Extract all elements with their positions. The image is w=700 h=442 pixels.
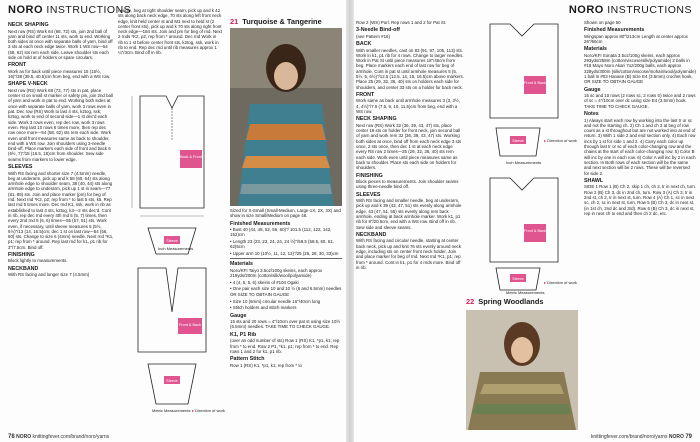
gauge-text: 15 sts and 20 rows = 4"/10cm over pat st using size 10½ (6.5mm) needles. TAKE TIME TO CHECK GAUGE. <box>230 319 341 330</box>
section-text: With RS facing and circular needle, starting at center back neck, pick up and knit 76 sts evenly around neck edge, including sts on center front neck holder. Join and place marker for beg of rnd. Next rnd *K1, p1; rep from * around. Cont in k1, p1 for 4 rnds more. Bind off in rib. <box>356 238 461 270</box>
section-text: Next row (RS) Work 64 (68, 72) sts, join 2nd ball of yarn and bind off center 11 sts, work to end. Working both sides at once with separate balls of yarn, bind off 3 sts at each neck edge twice. Work 1 WS row—54 (58, 62) sts rem each side. Leave shoulder sts each side on hold at of holders or spare circulars. <box>8 28 113 60</box>
footer-url: knittingfever.com/brand/noro/yarns <box>32 434 110 440</box>
materials-item: • Stitch holders and stitch markers <box>230 305 297 311</box>
schematic-metric <box>118 262 226 428</box>
direction-of-work: ▸ Direction of work <box>544 138 577 143</box>
section-text: 15 sc and 10 rows (2 rows sc, 2 rows tr) twice and 2 rows of sc = 4"/10cm over dc using size E4 (3.5mm) hook. TAKE TIME TO CHECK GAUGE. <box>584 93 696 109</box>
left-footer <box>8 434 109 440</box>
header-word: INSTRUCTIONS <box>46 4 132 16</box>
section-text: SIDE 1 Row 1 (B) Ch 2, skip 1 ch, ch 2, tr in next ch, turn. Row 2 (B) Ch 3, dc in 2nd ch, turn. Row 3 (A) Ch 3, tr in 2nd st, ch 2, tr in next st, turn. Row 4 (A) Ch 1, sc in next sc, ch 2, sc in next st, turn. Row 5 (B) Ch 3, dc in next st, (in 1st ch, 2nd dc and 3rd). Row 6 (B) Ch 3, dc in next st, rep in next ch to end and then ch 2 dc, etc. <box>584 184 696 216</box>
left-col-3 <box>230 18 342 430</box>
materials-item-text: One pair each size 10 and 10 ½ (6 and 6.5mm) needles OR SIZE TO OBTAIN GAUGE <box>230 286 342 297</box>
schematic-metric-right <box>466 172 580 296</box>
left-col-1 <box>8 20 114 428</box>
inch-measurements-caption: Inch Measurements <box>158 246 194 251</box>
materials-item: • Size 10 (6mm) circular needle 16"/40cm long <box>230 298 321 304</box>
section-heading: FINISHING <box>8 251 35 258</box>
section-text: Block lightly to measurements. <box>8 258 68 264</box>
section <box>8 22 114 60</box>
section-heading: Materials <box>584 46 607 53</box>
section <box>8 81 114 162</box>
schematic-inch-svg <box>118 88 226 258</box>
pattern-stitch-text: Row 1 (RS) K1, *p1, k1; rep from * to <box>230 362 302 368</box>
schematic-metric-svg <box>118 262 226 428</box>
header-brand: NORO <box>568 4 604 16</box>
page-number: 78 <box>8 434 15 440</box>
section-text: Wingspan approx 80"/213cm Length at center approx 26"/66cm <box>584 33 688 45</box>
pattern-photo-wrap <box>230 28 342 206</box>
front-back-label: Front & Back <box>524 229 546 233</box>
header-brand: NORO <box>8 4 43 16</box>
direction-of-work-label: Direction of work <box>547 280 577 285</box>
section-text: With RS facing and smaller needle, beg at underarm, pick up and k 39 (43, 47, 51) sts evenly along armhole edge, 43 (47, 51, 55) sts evenly along rem back armhole, ending at back armhole marker. Work k1, p1 rib for 8"/20.5cm, end with a WS row. Bind off in rib. Sew side and sleeve seams. <box>356 198 462 230</box>
right-col-3 <box>584 20 696 428</box>
front-back-label: Front & Back <box>179 323 201 327</box>
back-front-label: Back & Front <box>180 155 202 159</box>
section-text: Next row (RS) Work 32 (36, 39, 43, 47) sts, place center 19 sts on holder for front neck, join second ball of yarn and work rem 32 (36, 39, 43, 47) sts. Working both sides at once, bind off from each neck edge 3 sts once, 2 sts once, then dec 1 st at each neck edge every RS row 2 times—25 (29, 32, 36, 40) sts rem each side. Work even until piece measures same as back to shoulder. Place sts each side on holders for shoulders. <box>356 122 462 171</box>
section-heading: NECK SHAPING <box>8 22 49 28</box>
direction-of-work: ▸ Direction of work <box>544 280 577 285</box>
sleeve-label: Sleeve <box>512 277 524 281</box>
finished-item-text: Upper arm 10 (10½, 11, 12, 13)"/25 (25, 28, 30, 33)cm <box>232 251 339 257</box>
section-text: Shown on page 50 <box>584 20 621 25</box>
section-heading: FRONT <box>8 62 27 69</box>
pattern-photo <box>230 28 342 206</box>
section-text: Next row (RS) Work 69 (73, 77) sts in pat, place center st on small st marker or safety pin, join 2nd ball of yarn and work in pat to end. Working both sides at once with separate balls of yarn, work 3 rows even in pat. Dec row (RS) Work to last 4 sts, k2tog, ssk; k2tog, work to end of second side—1 st dec'd each side. Work 3 rows even, rep dec row, work 3 rows even. Rep last 10 rows 6 times more, then rep dec row once more—54 (58, 62) sts rem each side. Work even until front measures same as back to shoulder, end with a WS row. Join shoulders using 3-needle bind-off. Place markers each side of front and back 6 (6½, 7)"/15 (16.5, 18)cm from shoulder. Sew side seams from markers to lower edge. <box>8 87 113 162</box>
metric-measurements-caption: Metric Measurements <box>152 408 191 413</box>
front-back-label: Front & Back <box>524 81 546 85</box>
materials-item-text: 4 (4, 5, 5, 6) skeins of #104 Ogaki <box>232 279 299 285</box>
section-text: needle, beg at right shoulder seam, pick up and k 42 sts along back neck edge, 70 sts along left front neck edge, knit held center st and M1 next to held st (2 center front sts), pick up and k 70 sts along right front neck edge—184 sts. Join and pm for beg of rnd. Next 2 rnds *K2, p2; rep from * around. Dec rnd Work in rib to 1 st before center front sts, k2tog, ssk, work in rib to end. Rep dec rnd until rib measures approx 1 ¼"/3cm. Bind off in rib. <box>118 8 222 56</box>
section-text: Noro/KFI Sonata 3.5oz/100g skeins, each approx 293yds/258m (cotton/viscose/silk/polyamide) 2 balls in #18 Mayo Noro Akari 7oz/200g balls, each approx 328yds/300m (silk/cotton/viscose/mohair/wool/polyamide) 1 ball in #03 Hanase (B) Size E4 (3.5mm) crochet hook, OR SIZE TO OBTAIN GAUGE <box>584 52 696 85</box>
section-text: With RS facing and shorter size 7 (4.5mm) needle, beg at underarm, pick up and k 58 (60, 64) sts along armhole edge to shoulder seam, 38 (40, 44) sts along armhole edge to underarm, pick up 1 st in seam—77 (81, 89) sts. Join and place marker (pm) for beg of rnd. Next rnd *K2, p2; rep from * to last 5 sts, k5. Rep last rnd 5 times more. Dec rnd K1, ssk, work in rib as established to last 4 sts, k2tog, k3—2 sts dec'd. Cont in rib, rep dec rnd every 4th rnd 5 (5, 7) times, then every 2nd rnd 5 (6, 6) times—55 (57, 61) sts. Work even, if necessary, until sleeve measures 5 (5½, 6½)"/13 (14, 16.5)cm; dec 1 st on last row—54 (56, 60) sts. Change to size 6 (4mm) needle. Next rnd *K1, p1; rep from * around. Rep last rnd for k1, p1 rib for 3"/7.5cm. Bind off. <box>8 170 114 250</box>
section <box>356 192 464 230</box>
left-page-header <box>8 4 131 16</box>
footer-brand: NORO <box>668 434 684 440</box>
finished-measurements-heading: Finished Measurements <box>230 220 291 227</box>
finished-item: • Upper arm 10 (10½, 11, 12, 13)"/25 (25, 28, 30, 33)cm <box>230 251 339 257</box>
pattern-number: 21 <box>230 18 239 26</box>
section <box>356 27 464 39</box>
section-heading: FINISHING <box>356 172 383 179</box>
direction-of-work: ▸ Direction of work <box>192 408 225 413</box>
metric-measurements-caption: Metric Measurements <box>506 290 545 295</box>
sleeve-label: Sleeve <box>512 139 524 143</box>
section-text: Row 2 (WS) Purl. Rep rows 1 and 2 for Pat St. <box>356 20 447 25</box>
sleeve-label: Sleeve <box>166 239 178 243</box>
section-heading: BACK <box>356 41 372 48</box>
rib-text: (over an odd number of sts) Row 1 (RS) K1, *p1, k1; rep from * to end. Row 2 P1, *k1, p1; rep from * to end. Rep rows 1 and 2 for k1, p1 rib. <box>230 338 340 354</box>
section-heading: SLEEVES <box>8 164 33 171</box>
section <box>8 266 114 278</box>
section-text: 1) Always start each row by working into the last tr or sc and not the starting ch. 2) Ch 1 and ch 3 at beg of row count as a st throughout but are not worked into at end of return. 3) With 1 side 2 and end section only. 4) Each row incs by 1 st for side 1 and 2. 4) Carry each color up through last tr or sc of each color-changing row and the chains at the start of each color-changing row. 5) Color B will inc by one in each row. 6) Color A will inc by 2 in each section. In Both rows of each section will be the same and next section will be 2 rows. These will be reversed for side 2. <box>584 117 696 176</box>
schematic-inch-right-svg <box>466 18 580 168</box>
left-col-2-text <box>118 8 222 88</box>
section <box>8 164 114 250</box>
finished-item-text: Bust 40 (44, 48, 52, 56, 60)"/ 101.5 (112, 122, 142, 152)cm <box>230 227 332 238</box>
section-heading: 3-Needle Bind-off <box>356 27 400 34</box>
schematic-inch-right <box>466 18 580 168</box>
section <box>584 87 696 109</box>
pattern-number: 22 <box>466 297 475 306</box>
section <box>8 252 114 264</box>
section-heading: FRONT <box>356 91 375 98</box>
inch-measurements-caption: Inch Measurements <box>506 160 542 165</box>
header-word: INSTRUCTIONS <box>607 4 692 16</box>
spring-photo-wrap <box>466 310 578 430</box>
spring-photo <box>466 310 578 430</box>
section-text: (see Pattern #16) <box>356 33 390 39</box>
pattern-stitch-heading: Pattern Stitch <box>230 356 265 363</box>
finished-item: • Bust 40 (44, 48, 52, 56, 60)"/ 101.5 (112, 122, 142, 152)cm <box>230 227 332 238</box>
section <box>356 173 464 190</box>
photo-caption: Sized for X-Small (Small-Medium, Large-1X, 2X, 3X) and show in size Small/Medium on page 48. <box>230 208 341 219</box>
materials-item-text: Stitch holders and stitch markers <box>232 305 297 311</box>
materials-item: • 4 (4, 5, 5, 6) skeins of #104 Ogaki <box>230 279 299 285</box>
right-page <box>352 0 700 442</box>
schematic-inch <box>118 88 226 258</box>
section-heading: Finished Measurements <box>584 27 645 34</box>
section-heading: NECKBAND <box>8 265 39 272</box>
materials-item: • One pair each size 10 and 10 ½ (6 and 6.5mm) needles OR SIZE TO OBTAIN GAUGE <box>230 286 342 297</box>
section <box>356 41 464 90</box>
section-heading: Notes <box>584 111 599 118</box>
section-heading: SHAPE V-NECK <box>8 81 48 88</box>
right-footer <box>591 434 692 440</box>
section <box>8 62 114 79</box>
section <box>356 20 464 25</box>
section <box>584 46 696 84</box>
page-number: 79 <box>685 434 692 440</box>
sleeve-label: Sleeve <box>166 379 178 383</box>
pattern-title <box>466 298 543 306</box>
pattern-name: Turquoise & Tangerine <box>242 18 322 26</box>
finished-item-text: Length 23 (23, 23, 24, 24, 24 ½)"/58.5 (58.5, 60, 61, 62)5cm <box>230 239 334 250</box>
section-text: Work as for back until piece measures 15 (15½, 16)"/38 (39.5, 40.5)cm from beg, end with a WS row. <box>8 68 111 80</box>
footer-url: knittingfever.com/brand/noro/yarns <box>590 434 668 440</box>
right-page-header <box>569 4 692 16</box>
section-text: With smaller needles, cast on 83 (91, 97, 105, 113) sts. Work in k1, p1 rib for 4 rows. Change to larger needles. Work in Pat St until piece measures 18"/46cm from beg. Place markers each end of last row for beg of armhole. Cont in pat st until armhole measures 5 (5, 5½, 6, 6½)"/12.5 (12.5, 14, 15, 16.5)cm above markers. Place 25 (29, 32, 36, 40) sts on holders each side for shoulders, and center 33 sts on a holder for back neck. <box>356 47 464 90</box>
section <box>356 116 464 170</box>
section <box>584 20 696 25</box>
divider <box>230 258 342 259</box>
rib-heading: K1, P1 Rib <box>230 331 257 338</box>
section <box>584 111 696 176</box>
section-text: Work same as back until armhole measures 3 (3, 3½, 4, 4½)"/7.5 (7.5, 9, 10, 11.5)cm from beg, end with a WS row. <box>356 98 460 115</box>
materials-item: Noro/KFI Taiyo 3.5oz/100g skeins, each approx 219yds/200m (cotton/silk/wool/polyamide) <box>230 267 323 278</box>
section-heading: Gauge <box>584 86 601 93</box>
materials-item-text: Size 10 (6mm) circular needle 16"/40cm long <box>232 298 321 304</box>
pattern-title <box>230 18 342 26</box>
materials-heading: Materials <box>230 261 253 268</box>
section-text: Block pieces to measurements. Join shoulder seams using three-needle bind off. <box>356 179 459 190</box>
section <box>356 92 464 114</box>
right-col-1 <box>356 20 464 428</box>
direction-of-work-label: Direction of work <box>195 408 225 413</box>
section <box>356 232 464 270</box>
section-heading: NECK SHAPING <box>356 116 397 123</box>
section <box>584 178 696 216</box>
gauge-heading: Gauge <box>230 312 247 319</box>
section <box>584 27 696 44</box>
section-heading: SHAWL <box>584 177 604 184</box>
section-heading: SLEEVES <box>356 191 381 198</box>
finished-item: • Length 23 (23, 23, 24, 24, 24 ½)"/58.5 (58.5, 60, 61, 62)5cm <box>230 239 334 250</box>
footer-brand: NORO <box>16 434 32 440</box>
pattern-name: Spring Woodlands <box>478 297 544 306</box>
section-heading: NECKBAND <box>356 231 387 238</box>
section-text: With RS facing and longer size 7 (4.5mm) <box>8 272 90 278</box>
left-page <box>0 0 348 442</box>
direction-of-work-label: Direction of work <box>547 138 577 143</box>
schematic-metric-right-svg <box>466 172 580 296</box>
